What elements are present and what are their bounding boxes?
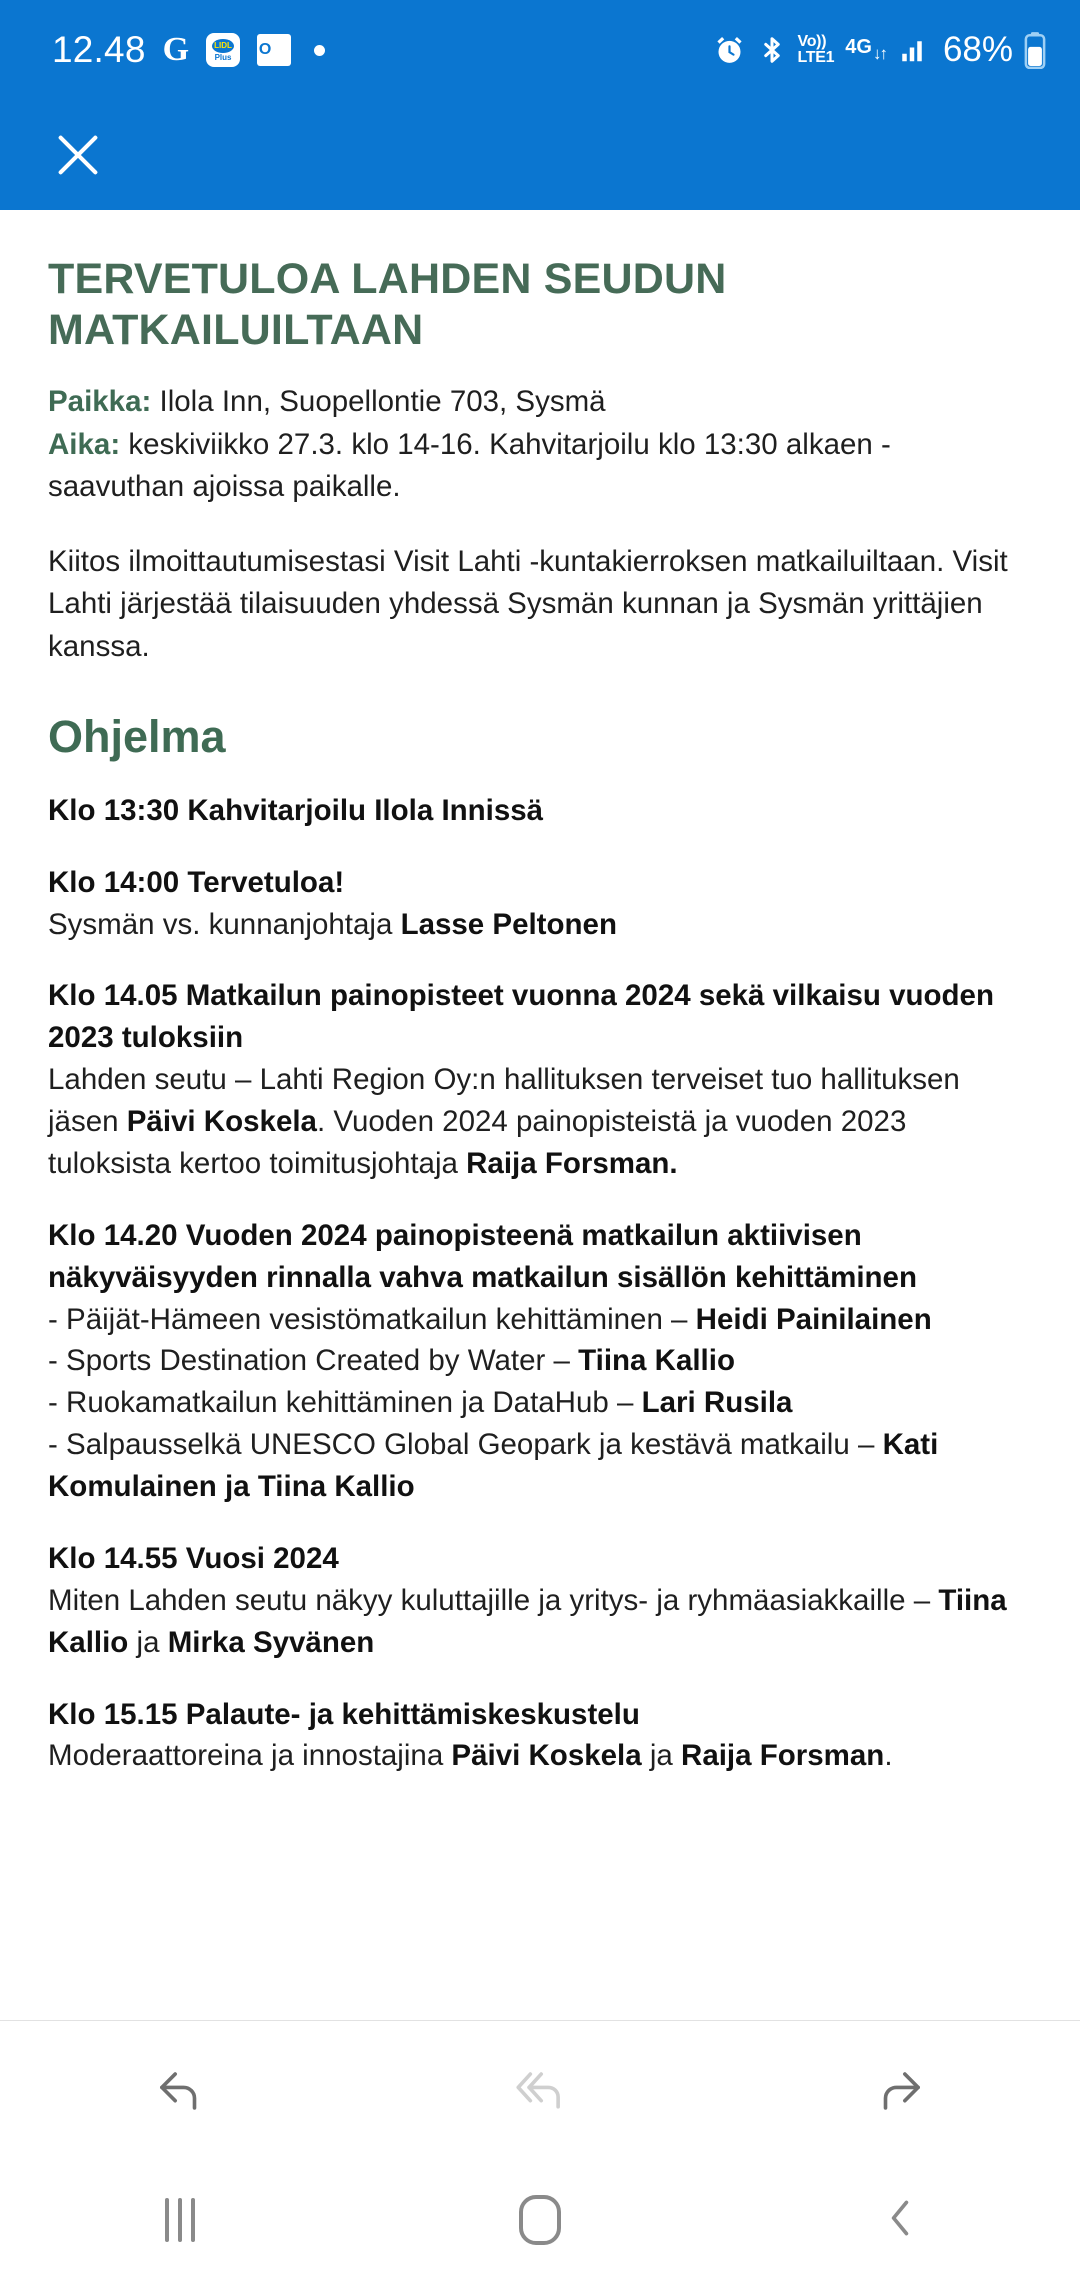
line-text: Miten Lahden seutu näkyy kuluttajille ja yritys- ja ryhmäasiakkaille – (48, 1583, 939, 1617)
google-icon: G (162, 31, 190, 68)
status-bar (0, 0, 1080, 100)
status-bar-right (713, 31, 1046, 69)
line-name: Mirka Syvänen (167, 1625, 375, 1659)
line-name: Tiina Kallio (48, 1583, 1007, 1659)
close-button[interactable] (36, 113, 120, 197)
program-item-head: Klo 14.05 Matkailun painopisteet vuonna 2024 sekä vilkaisu vuoden 2023 tuloksiin (48, 979, 994, 1055)
place-label: Paikka: (48, 385, 152, 419)
back-icon (878, 2192, 922, 2249)
battery-icon (1024, 31, 1046, 69)
signal-bars-icon (897, 35, 930, 65)
program-item (48, 1694, 1032, 1778)
program-item-line (48, 904, 1032, 946)
volte-icon: Vo)) LTE1 (797, 32, 835, 66)
line-name: Kati Komulainen ja Tiina Kallio (48, 1428, 939, 1504)
android-navigation-bar (0, 2160, 1080, 2280)
program-item (48, 1538, 1032, 1664)
program-item-head: Klo 13:30 Kahvitarjoilu Ilola Innissä (48, 793, 544, 827)
reply-icon (151, 2062, 209, 2120)
recents-button[interactable] (0, 2198, 360, 2242)
reply-button[interactable] (0, 2021, 360, 2160)
line-text: ja (641, 1739, 682, 1773)
battery-percent-label: 68% (942, 29, 1013, 69)
line-name: Päivi Koskela (126, 1105, 317, 1139)
forward-icon (871, 2062, 929, 2120)
program-item-head: Klo 15.15 Palaute- ja kehittämiskeskustelu (48, 1697, 640, 1731)
line-name: Päivi Koskela (451, 1739, 642, 1773)
email-action-bar (0, 2020, 1080, 2160)
bluetooth-icon (757, 33, 787, 67)
app-header (0, 100, 1080, 210)
program-item (48, 1215, 1032, 1508)
time-line (48, 424, 1032, 509)
back-button[interactable] (720, 2192, 1080, 2249)
program-item-head: Klo 14:00 Tervetuloa! (48, 865, 345, 899)
forward-button[interactable] (720, 2021, 1080, 2160)
intro-paragraph: Kiitos ilmoittautumisestasi Visit Lahti -kuntakierroksen matkailuiltaan. Visit Lahti järjestää tilaisuuden yhdessä Sysmän kunnan ja Sysmän yrittäjien kanssa. (48, 544, 1008, 663)
line-text: . (884, 1739, 893, 1773)
line-name: Lari Rusila (641, 1386, 793, 1420)
program-item-line (48, 1735, 1032, 1777)
line-name: Tiina Kallio (578, 1344, 735, 1378)
reply-all-button[interactable] (360, 2021, 720, 2160)
line-text: . Vuoden 2024 painopisteistä ja vuoden 2023 tuloksista kertoo toimitusjohtaja (48, 1105, 907, 1180)
program-item-line (48, 1424, 1032, 1508)
alarm-icon (713, 34, 746, 67)
program-item-line (48, 1059, 1032, 1185)
place-line (48, 381, 1032, 423)
program-item-line (48, 1382, 1032, 1424)
status-bar-left (52, 28, 325, 70)
home-icon (519, 2195, 561, 2245)
notification-dot-icon (314, 45, 325, 56)
time-label: Aika: (48, 427, 121, 461)
recents-icon (165, 2198, 195, 2242)
program-item (48, 862, 1032, 946)
program-item-head: Klo 14.55 Vuosi 2024 (48, 1541, 339, 1575)
line-name: Raija Forsman. (466, 1146, 678, 1180)
program-item-line (48, 1580, 1032, 1664)
place-value: Ilola Inn, Suopellontie 703, Sysmä (151, 385, 606, 419)
program-heading: Ohjelma (48, 711, 226, 763)
line-text: Moderaattoreina ja innostajina (48, 1739, 452, 1773)
line-text: - Salpausselkä UNESCO Global Geopark ja kestävä matkailu – (48, 1428, 883, 1462)
time-value: keskiviikko 27.3. klo 14-16. Kahvitarjoilu klo 13:30 alkaen - saavuthan ajoissa paikalle. (48, 427, 891, 504)
data-arrows-icon: ↓↑ (872, 44, 886, 64)
line-name: Lasse Peltonen (400, 907, 617, 941)
line-text: - Päijät-Hämeen vesistömatkailun kehittäminen – (48, 1302, 696, 1336)
line-text: - Ruokamatkailun kehittäminen ja DataHub – (48, 1386, 642, 1420)
program-item-line (48, 1299, 1032, 1341)
outlook-icon: O (257, 34, 291, 66)
home-button[interactable] (360, 2195, 720, 2245)
program-item (48, 790, 1032, 832)
program-item (48, 975, 1032, 1184)
line-text: Lahden seutu – Lahti Region Oy:n hallituksen terveiset tuo hallituksen jäsen (48, 1063, 960, 1139)
4g-icon: 4G ↓↑ (845, 36, 886, 64)
line-text: ja (128, 1625, 168, 1659)
status-clock: 12.48 (52, 28, 146, 70)
lidl-plus-icon: LIDL Plus (206, 33, 240, 67)
line-name: Heidi Painilainen (695, 1302, 932, 1336)
program-item-line (48, 1340, 1032, 1382)
email-body (0, 210, 1080, 2020)
line-text: - Sports Destination Created by Water – (48, 1344, 579, 1378)
line-text: Sysmän vs. kunnanjohtaja (48, 907, 401, 941)
program-item-head: Klo 14.20 Vuoden 2024 painopisteenä matkailun aktiivisen näkyväisyyden rinnalla vahva matkailun sisällön kehittäminen (48, 1218, 917, 1294)
reply-all-icon (511, 2062, 569, 2120)
page-title: TERVETULOA LAHDEN SEUDUN MATKAILUILTAAN (48, 255, 727, 354)
line-name: Raija Forsman (681, 1739, 885, 1773)
